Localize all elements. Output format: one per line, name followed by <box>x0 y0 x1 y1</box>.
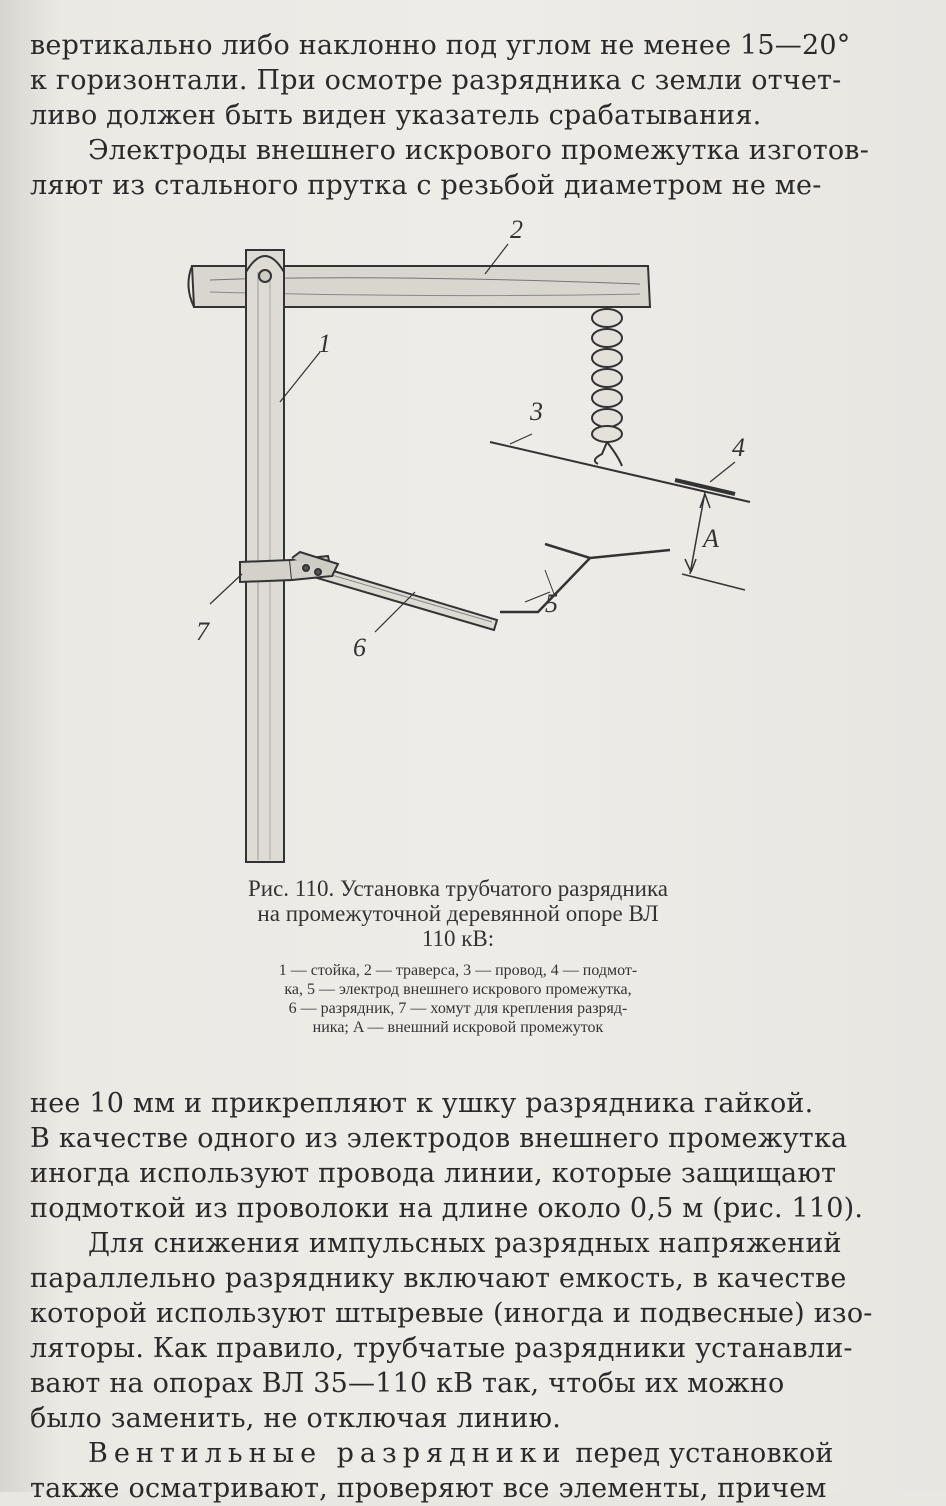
spaced-term: Вентильные разрядники <box>88 1438 567 1469</box>
text-line: которой используют штыревые (иногда и подвесные) изо- <box>30 1298 873 1329</box>
label-4: 4 <box>732 433 745 462</box>
pole-stand <box>246 250 284 862</box>
text-line: В качестве одного из электродов внешнего промежутка <box>30 1123 848 1154</box>
text-line: подмоткой из проволоки на длине около 0,5 м (рис. 110). <box>30 1193 864 1224</box>
text-line: к горизонтали. При осмотре разрядника с земли отчет- <box>30 65 842 96</box>
legend-line: ника; A — внешний искровой промежуток <box>312 1019 604 1036</box>
legend-line: 1 — стойка, 2 — траверса, 3 — провод, 4 — подмот- <box>278 962 638 979</box>
caption-title-line: Рис. 110. Установка трубчатого разрядника <box>248 876 668 901</box>
caption-legend <box>180 961 736 1037</box>
text-line: Электроды внешнего искрового промежутка изготов- <box>88 135 870 166</box>
text-line <box>30 1436 890 1471</box>
label-6: 6 <box>353 633 366 662</box>
text-line: было заменить, не отключая линию. <box>30 1403 562 1434</box>
insulator-string <box>592 307 622 466</box>
wire-conductor <box>490 442 750 502</box>
arrester-tube <box>317 567 497 630</box>
caption-title <box>180 876 736 951</box>
figure-110-diagram <box>170 212 770 872</box>
caption-title-line: 110 кВ: <box>421 926 495 951</box>
label-A: A <box>703 524 719 553</box>
text-line: ливо должен быть виден указатель срабатывания. <box>30 100 762 131</box>
label-7: 7 <box>196 617 209 646</box>
paragraph-top <box>30 28 890 203</box>
text-line: также осматривают, проверяют все элементы, причем <box>30 1473 827 1504</box>
text-line: ляторы. Как правило, трубчатые разрядники устанавли- <box>30 1333 853 1364</box>
text-line: вают на опорах ВЛ 35—110 кВ так, чтобы их можно <box>30 1368 785 1399</box>
label-1: 1 <box>318 329 331 358</box>
text-fragment: перед установкой <box>566 1438 834 1469</box>
text-line: нее 10 мм и прикрепляют к ушку разрядника гайкой. <box>30 1088 814 1119</box>
legend-line: ка, 5 — электрод внешнего искрового промежутка, <box>284 981 632 998</box>
text-line: вертикально либо наклонно под углом не менее 15—20° <box>30 30 851 61</box>
text-line: иногда используют провода линии, которые защищают <box>30 1158 837 1189</box>
legend-line: 6 — разрядник, 7 — хомут для крепления разряд- <box>288 1000 628 1017</box>
label-5: 5 <box>545 589 558 618</box>
text-line: Для снижения импульсных разрядных напряжений <box>88 1228 842 1259</box>
label-3: 3 <box>530 397 543 426</box>
caption-title-line: на промежуточной деревянной опоре ВЛ <box>257 901 659 926</box>
text-line: параллельно разряднику включают емкость, в качестве <box>30 1263 847 1294</box>
paragraph-bottom <box>30 1086 890 1506</box>
label-2: 2 <box>510 215 523 244</box>
figure-caption <box>180 876 736 1037</box>
text-line: ляют из стального прутка с резьбой диаметром не ме- <box>30 170 822 201</box>
